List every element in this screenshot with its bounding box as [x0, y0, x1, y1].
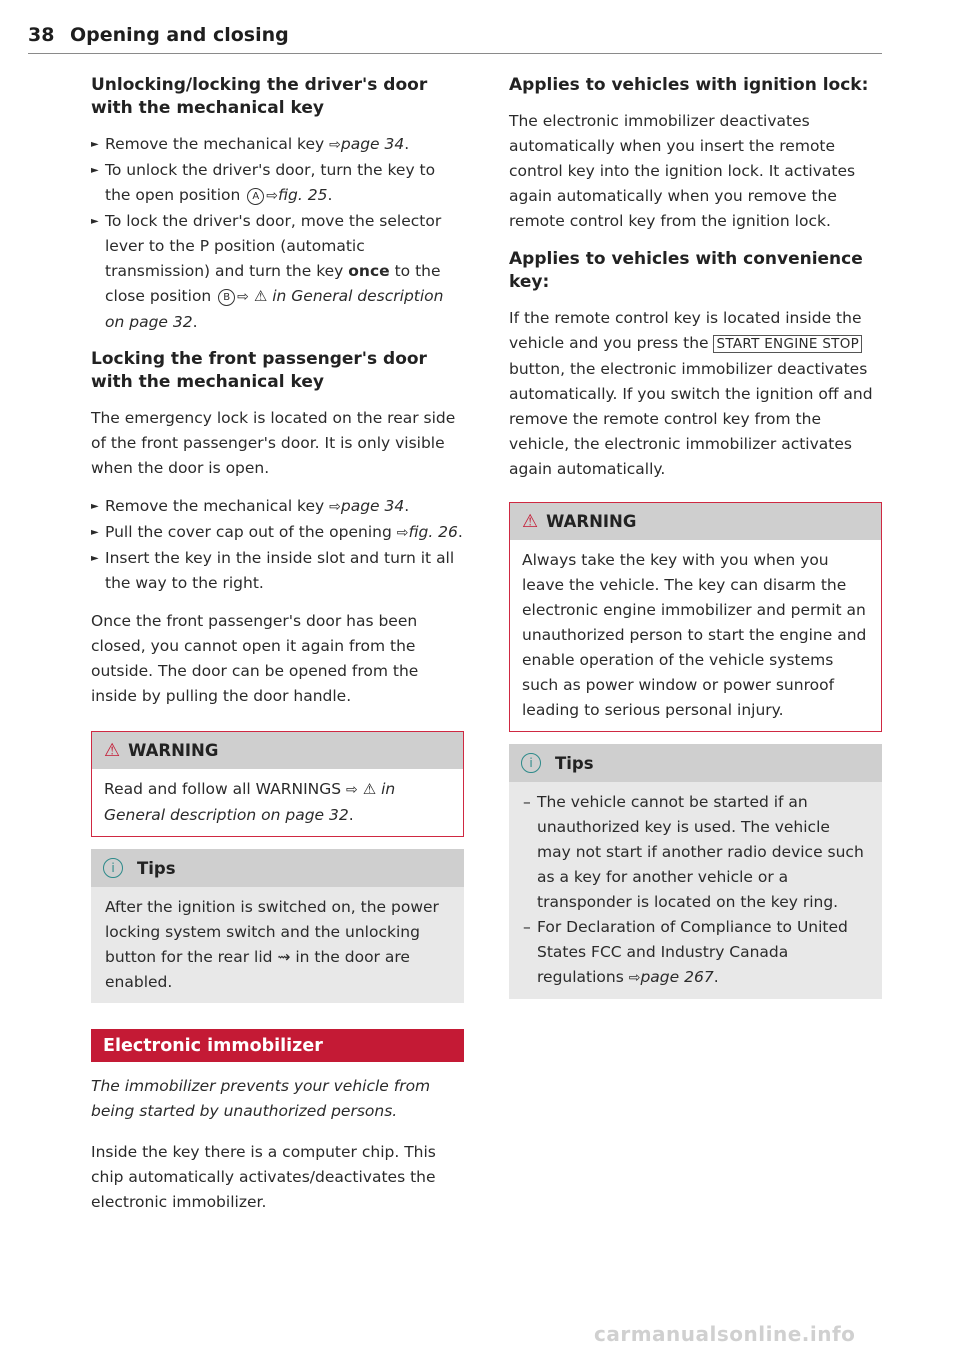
bullet-arrow-icon: ►: [91, 553, 99, 564]
list-item: ► Pull the cover cap out of the opening ⇨fig. 26.: [91, 520, 464, 546]
figure-reference-link[interactable]: fig. 26: [408, 523, 458, 541]
list-item: – For Declaration of Compliance to United States FCC and Industry Canada regulations ⇨page 267.: [523, 918, 848, 986]
warning-body: Always take the key with you when you leave the vehicle. The key can disarm the electronic engine immobilizer and permit an unauthorized person to start the engine and enable operation of the vehicle systems such as power window or power sunroof leading to serious personal injury.: [522, 551, 867, 719]
intro-italic: The immobilizer prevents your vehicle from being started by unauthorized persons.: [91, 1077, 431, 1120]
right-column: [509, 74, 882, 999]
paragraph: The emergency lock is located on the rear side of the front passenger's door. It is only visible when the door is open.: [91, 409, 456, 477]
warning-triangle-icon: ⚠: [522, 511, 539, 532]
warning-box: [509, 502, 882, 732]
warning-header: [510, 503, 881, 540]
bullet-arrow-icon: ►: [91, 165, 99, 176]
warning-header: [92, 732, 463, 769]
warning-box: [91, 731, 464, 837]
warning-triangle-icon: ⚠: [362, 780, 377, 798]
heading-unlock-driver-door: Unlocking/locking the driver's door with the mechanical key: [91, 75, 428, 118]
list-item: ► To lock the driver's door, move the selector lever to the P position (automatic transmission) and turn the key once to the close position B ⇨ ⚠ in General description on page 32.: [91, 209, 464, 335]
header-rule: [28, 53, 882, 54]
position-b-icon: B: [218, 289, 235, 306]
reference-arrow-icon: ⇨: [266, 188, 279, 204]
warning-triangle-icon: ⚠: [104, 740, 121, 761]
list-item: – The vehicle cannot be started if an unauthorized key is used. The vehicle may not start if another radio device such as a key for another vehicle or a transponder is located on the key ring.: [523, 793, 864, 911]
tips-title: Tips: [555, 753, 594, 773]
page-reference-link[interactable]: page 34: [340, 135, 405, 153]
tips-header: [509, 744, 882, 782]
warning-triangle-icon: ⚠: [253, 287, 268, 305]
page-reference-link[interactable]: in General description on page 32: [104, 780, 396, 824]
reference-arrow-icon: ⇨: [237, 289, 249, 305]
tips-box: [509, 744, 882, 999]
paragraph: The electronic immobilizer deactivates automatically when you insert the remote control key into the ignition lock. It activates again automatically when you remove the remote control key from the ignition lock.: [509, 112, 856, 230]
heading-lock-passenger-door: Locking the front passenger's door with the mechanical key: [91, 349, 427, 392]
reference-arrow-icon: ⇨: [628, 970, 641, 986]
watermark: carmanualsonline.info: [594, 1322, 856, 1346]
position-a-icon: A: [247, 188, 264, 205]
warning-body: Read and follow all WARNINGS ⇨ ⚠ in General description on page 32.: [104, 780, 396, 824]
warning-title: WARNING: [128, 741, 219, 760]
paragraph: Inside the key there is a computer chip. This chip automatically activates/deactivates the electronic immobilizer.: [91, 1143, 436, 1211]
list-item: ► To unlock the driver's door, turn the key to the open position A ⇨fig. 25.: [91, 158, 464, 209]
warning-title: WARNING: [546, 512, 637, 531]
tips-box: [91, 849, 464, 1003]
left-column: [91, 74, 464, 1215]
bullet-arrow-icon: ►: [91, 139, 99, 150]
rear-lid-icon: ⇝: [277, 948, 291, 966]
list-item: ► Insert the key in the inside slot and turn it all the way to the right.: [91, 546, 464, 596]
reference-arrow-icon: ⇨: [396, 525, 409, 541]
info-icon: i: [103, 858, 123, 878]
figure-reference-link[interactable]: fig. 25: [278, 186, 328, 204]
page-reference-link[interactable]: in General description on page 32: [105, 287, 444, 331]
page-reference-link[interactable]: page 34: [340, 497, 405, 515]
tips-body: [509, 782, 882, 999]
start-engine-stop-key-label: START ENGINE STOP: [713, 335, 862, 353]
reference-arrow-icon: ⇨: [329, 137, 341, 153]
section-title-bar: Electronic immobilizer: [91, 1029, 464, 1062]
list-item: ► Remove the mechanical key ⇨page 34.: [91, 494, 464, 520]
page-header: [28, 24, 882, 46]
paragraph: Once the front passenger's door has been closed, you cannot open it again from the outside. The door can be opened from the inside by pulling the door handle.: [91, 612, 419, 705]
bullet-arrow-icon: ►: [91, 501, 99, 512]
section-title: Opening and closing: [70, 24, 289, 46]
bullet-arrow-icon: ►: [91, 216, 99, 227]
tips-title: Tips: [137, 858, 176, 878]
list-item: ► Remove the mechanical key ⇨page 34.: [91, 132, 464, 158]
tips-body: After the ignition is switched on, the power locking system switch and the unlocking button for the rear lid ⇝ in the door are enabled.: [105, 898, 439, 991]
heading-convenience-key: Applies to vehicles with convenience key:: [509, 249, 863, 292]
page-number: 38: [28, 24, 55, 46]
info-icon: i: [521, 753, 541, 773]
bullet-arrow-icon: ►: [91, 527, 99, 538]
tips-header: [91, 849, 464, 887]
reference-arrow-icon: ⇨: [346, 782, 358, 798]
paragraph: If the remote control key is located inside the vehicle and you press the START ENGINE STOP button, the electronic immobilizer deactivates automatically. If you switch the ignition off and remove the remote control key from the vehicle, the electronic immobilizer activates again automatically.: [509, 309, 873, 478]
reference-arrow-icon: ⇨: [329, 499, 341, 515]
page-reference-link[interactable]: page 267: [640, 968, 714, 986]
heading-ignition-lock: Applies to vehicles with ignition lock:: [509, 75, 869, 95]
